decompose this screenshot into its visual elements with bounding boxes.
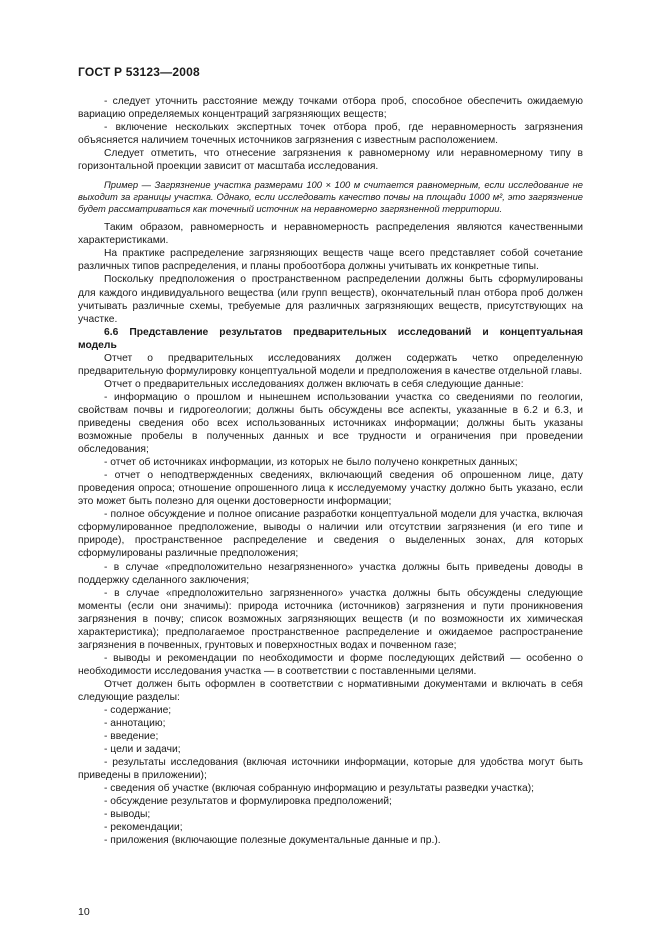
section-heading: 6.6 Представление результатов предварительных исследований и концептуальная (104, 326, 583, 338)
paragraph: - включение нескольких экспертных точек отбора проб, где неравномерность загрязнения объясняется наличием точечных источников загрязнения с известным расположением. (78, 122, 583, 147)
section-heading-continuation: модель (78, 339, 117, 351)
list-item: - в случае «предположительно загрязненного» участка должны быть обсуждены следующие моменты (если они значимы): природа источника (источников) загрязнения и пути проникновения загрязнения в почву; список возможных загрязняющих веществ (и по возможности их химическая характеристика); предполагаемое пространственное распределение и ожидаемое распространение загрязнения в почвенных, грунтовых и поверхностных водах и почвенном газе; (78, 587, 583, 651)
list-item: - выводы и рекомендации по необходимости и форме последующих действий — особенно о необходимости исследования участка — в соответствии с поставленными целями. (78, 652, 583, 677)
list-item: - обсуждение результатов и формулировка предположений; (104, 796, 392, 808)
paragraph: Поскольку предположения о пространственном распределении должны быть сформулированы для каждого индивидуального вещества (или групп веществ), окончательный план отбора проб должен учитывать различные схемы, требуемые для различных загрязняющих веществ, присутствующих на участке. (78, 274, 583, 325)
list-item: - результаты исследования (включая источники информации, которые для удобства могут быть приведены в приложении); (78, 757, 583, 782)
document-body (78, 95, 583, 848)
list-item: - в случае «предположительно незагрязненного» участка должны быть приведены доводы в поддержку сделанного заключения; (78, 561, 583, 586)
list-item: - полное обсуждение и полное описание разработки концептуальной модели для участка, включая сформулированное предположение, выводы о наличии или отсутствии загрязнения (и его типе и природе), пространственное распределение и сведения о выделенных зонах, для которых сформулированы различные предположения; (78, 509, 583, 560)
paragraph: Таким образом, равномерность и неравномерность распределения являются качественными характеристиками. (78, 222, 583, 247)
list-item: - выводы; (104, 809, 151, 821)
example-note: Пример — Загрязнение участка размерами 100 × 100 м считается равномерным, если исследование не выходит за границы участка. Однако, если исследовать качество почвы на площади 1000 м², это загрязнение будет рассматриваться как точечный источник на неравномерно загрязненной территории. (78, 179, 583, 215)
list-item: - отчет о неподтвержденных сведениях, включающий сведения об опрошенном лице, дату проведения опроса; отношение опрошенного лица к исследуемому участку должно быть указано, если это может быть полезно для оценки достоверности информации; (78, 470, 583, 508)
list-item: - информацию о прошлом и нынешнем использовании участка со сведениями по геологии, свойствам почвы и гидрогеологии; должны быть обсуждены все аспекты, указанные в 6.2 и 6.3, и приведены сведения обо всех использованных источниках информации; должны быть указаны возможные пробелы в полученных данных и все трудности и ограничения при проведении обследования; (78, 391, 583, 456)
list-item: - цели и задачи; (104, 744, 181, 756)
document-header: ГОСТ Р 53123—2008 (78, 65, 200, 79)
paragraph: Отчет о предварительных исследованиях должен содержать четко определенную предварительную формулировку концептуальной модели и предположения в качестве отдельной главы. (78, 352, 583, 377)
paragraph: - следует уточнить расстояние между точками отбора проб, способное обеспечить ожидаемую вариацию определяемых концентраций загрязняющих веществ; (78, 96, 583, 121)
paragraph: Следует отметить, что отнесение загрязнения к равномерному или неравномерному типу в горизонтальной проекции зависит от масштаба исследования. (78, 148, 583, 173)
list-item: - отчет об источниках информации, из которых не было получено конкретных данных; (104, 457, 518, 469)
list-item: - сведения об участке (включая собранную информацию и результаты разведки участка); (104, 783, 535, 795)
list-item: - рекомендации; (104, 822, 183, 834)
paragraph: Отчет должен быть оформлен в соответствии с нормативными документами и включать в себя следующие разделы: (78, 678, 583, 703)
list-item: - содержание; (104, 705, 172, 717)
page-number: 10 (78, 906, 90, 918)
list-item: - введение; (104, 731, 159, 743)
list-item: - приложения (включающие полезные документальные данные и пр.). (104, 835, 441, 847)
paragraph: На практике распределение загрязняющих веществ чаще всего представляет собой сочетание различных типов распределения, и планы пробоотбора должны учитывать их конкретные типы. (78, 248, 583, 273)
paragraph: Отчет о предварительных исследованиях должен включать в себя следующие данные: (104, 378, 524, 390)
list-item: - аннотацию; (104, 718, 166, 730)
